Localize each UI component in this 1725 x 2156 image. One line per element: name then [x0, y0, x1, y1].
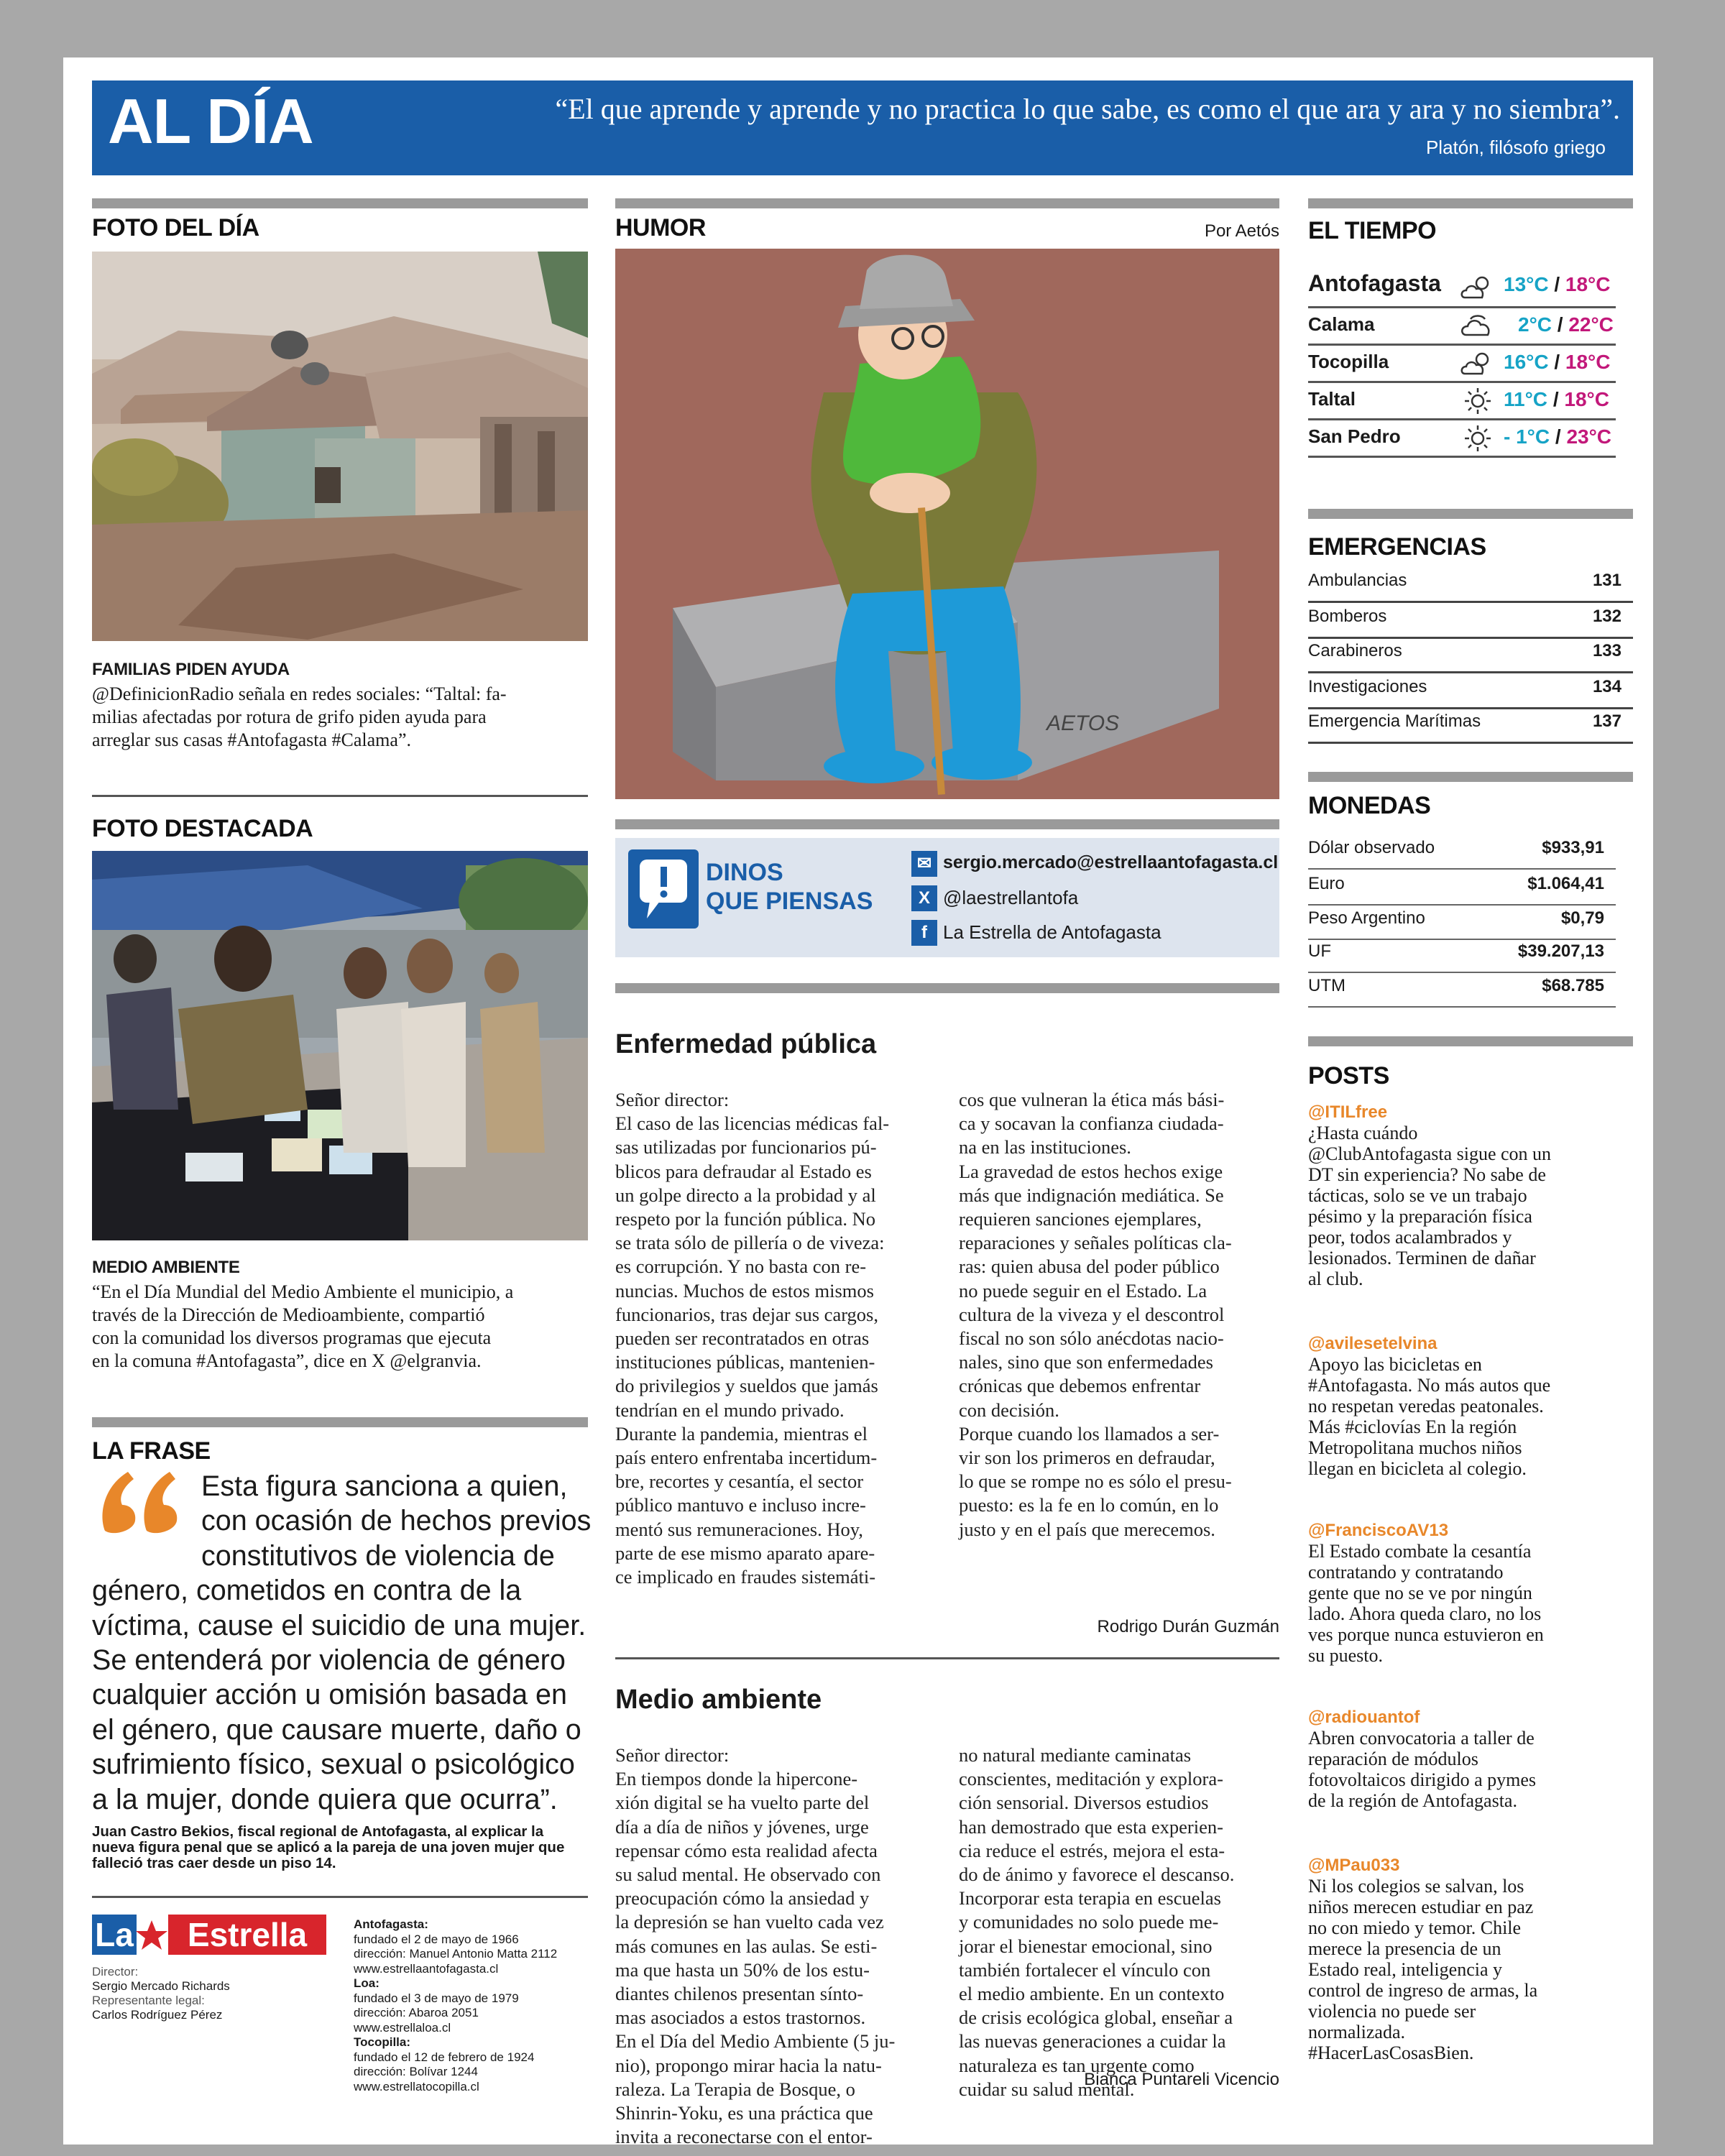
edition-address: dirección: Manuel Antonio Matta 2112 [354, 1947, 558, 1961]
masthead-staff [92, 1965, 230, 2022]
text-line: es corrupción. Y no basta con re- [615, 1256, 867, 1278]
column-rule [1308, 772, 1633, 782]
text-line: Incorporar esta terapia en escuelas [959, 1887, 1221, 1909]
text-line: también fortalecer el vínculo con [959, 1958, 1211, 1981]
partly-cloudy-icon [1460, 349, 1494, 378]
cloudy-icon [1460, 312, 1494, 341]
temp-separator: / [1557, 313, 1563, 336]
emergency-label: Ambulancias [1308, 571, 1407, 590]
newspaper-page [63, 57, 1653, 2148]
emergency-number: 134 [1592, 677, 1622, 696]
text-line: ¿Hasta cuándo [1308, 1123, 1418, 1143]
text-line: repensar cómo esta realidad afecta [615, 1839, 878, 1861]
emergency-row [1308, 566, 1633, 603]
text-line: Apoyo las bicicletas en [1308, 1354, 1482, 1375]
text-line: control de ingreso de armas, la [1308, 1980, 1538, 2001]
currency-value: $39.207,13 [1517, 941, 1604, 961]
post-username[interactable]: @MPau033 [1308, 1856, 1400, 1875]
edition-city: Antofagasta: [354, 1917, 428, 1931]
weather-city: Antofagasta [1308, 270, 1441, 296]
weather-row [1308, 266, 1616, 308]
caption-line: en la comuna #Antofagasta”, dice en X @elgranvia. [92, 1350, 482, 1371]
text-line: su puesto. [1308, 1645, 1383, 1666]
header-quote-author: Platón, filósofo griego [1425, 137, 1606, 158]
edition-city: Loa: [354, 1976, 380, 1990]
text-line: no con miedo y temor. Chile [1308, 1917, 1522, 1938]
humor-byline: Por Aetós [1204, 221, 1279, 241]
post-username[interactable]: @radiouantof [1308, 1708, 1420, 1727]
text-line: lado. Ahora queda claro, no los [1308, 1603, 1542, 1624]
contact-email[interactable]: sergio.mercado@estrellaantofagasta.cl [943, 852, 1279, 872]
divider [615, 1657, 1279, 1659]
emergencias-table [1308, 566, 1633, 753]
letter-signature: Rodrigo Durán Guzmán [1097, 1617, 1279, 1636]
emergency-label: Investigaciones [1308, 677, 1427, 696]
post-username[interactable]: @FranciscoAV13 [1308, 1521, 1449, 1540]
letter-signature: Bianca Puntareli Vicencio [1084, 2070, 1279, 2089]
text-line: cultura de la viveza y el descontrol [959, 1303, 1225, 1325]
emergency-row [1308, 673, 1633, 709]
text-line: lesionados. Terminen de dañar [1308, 1248, 1536, 1268]
facebook-icon: f [911, 920, 937, 946]
text-line: reparaciones y señales políticas cla- [959, 1232, 1232, 1254]
temp-min: 16°C [1504, 351, 1549, 373]
text-line: peor, todos acalambrados y [1308, 1227, 1512, 1248]
temp-min: 13°C [1504, 273, 1549, 295]
weather-row [1308, 420, 1616, 458]
emergency-row [1308, 637, 1633, 673]
text-line: invita a reconectarse con el entor- [615, 2126, 873, 2148]
text-line: instituciones públicas, mantenien- [615, 1351, 875, 1373]
star-icon [135, 1919, 168, 1952]
caption-line: arreglar sus casas #Antofagasta #Calama”. [92, 729, 411, 750]
text-line: vir son los primeros en defraudar, [959, 1447, 1215, 1469]
text-line: nuncias. Muchos de estos mismos [615, 1279, 874, 1302]
speech-bubble-icon [628, 849, 699, 929]
dinos-title-line: QUE PIENSAS [706, 888, 873, 915]
sunny-icon [1463, 424, 1492, 453]
legal-name: Carlos Rodríguez Pérez [92, 2008, 223, 2022]
text-line: do de ánimo y favorece el descanso. [959, 1864, 1235, 1886]
text-line: Ni los colegios se salvan, los [1308, 1876, 1524, 1897]
attribution-line: Juan Castro Bekios, fiscal regional de Antofagasta, al explicar la [92, 1823, 544, 1840]
post-text [1308, 1123, 1610, 1289]
attribution-line: falleció tras caer desde un piso 14. [92, 1855, 336, 1871]
text-line: público mantuvo e incluso incre- [615, 1494, 866, 1516]
text-line: con decisión. [959, 1399, 1059, 1421]
text-line: Abren convocatoria a taller de [1308, 1728, 1535, 1749]
weather-temps [1504, 273, 1610, 296]
text-line: funcionarios, tras dejar sus cargos, [615, 1303, 878, 1325]
emergency-number: 137 [1592, 711, 1622, 731]
text-line: pésimo y la preparación física [1308, 1206, 1532, 1227]
dinos-box [615, 838, 1279, 957]
text-line: un golpe directo a la probidad y al [615, 1184, 876, 1206]
text-line: violencia no puede ser [1308, 2001, 1476, 2022]
header-quote: “El que aprende y aprende y no practica lo que sabe, es como el que ara y ara y no siembra”. [555, 93, 1620, 125]
text-line: Durante la pandemia, mientras el [615, 1422, 868, 1445]
currency-row [1308, 870, 1616, 906]
text-line: su salud mental. He observado con [615, 1864, 881, 1886]
text-line: Porque cuando los llamados a ser- [959, 1422, 1220, 1445]
emergency-number: 131 [1592, 571, 1622, 590]
text-line: jorar el bienestar emocional, sino [959, 1935, 1213, 1957]
column-rule [92, 198, 588, 208]
contact-x[interactable]: @laestrellantofa [943, 887, 1079, 908]
currency-row [1308, 834, 1616, 870]
text-line: sas utilizadas por funcionarios pú- [615, 1136, 877, 1158]
post-text [1308, 1354, 1610, 1479]
caption-line: con la comunidad los diversos programas que ejecuta [92, 1327, 492, 1348]
text-line: justo y en el país que merecemos. [959, 1518, 1215, 1540]
text-line: ma que hasta un 50% de los estu- [615, 1958, 870, 1981]
cartoon-signature: AETOS [1046, 711, 1120, 735]
weather-city: Taltal [1308, 388, 1356, 410]
temp-min: - 1°C [1504, 425, 1550, 448]
text-line: gente que no se ve por ningún [1308, 1583, 1532, 1603]
emergency-label: Bomberos [1308, 607, 1387, 626]
post-text [1308, 1876, 1610, 2063]
text-line: pueden ser recontratados en otras [615, 1327, 870, 1350]
dinos-title [706, 858, 873, 916]
emergency-number: 133 [1592, 641, 1622, 660]
temp-min: 11°C [1504, 388, 1548, 410]
text-line: Shinrin-Yoku, es una práctica que [615, 2102, 873, 2124]
quote-line: Se entenderá por violencia de género [92, 1644, 566, 1677]
caption-line: través de la Dirección de Medioambiente, compartió [92, 1304, 485, 1325]
text-line: #HacerLasCosasBien. [1308, 2042, 1474, 2063]
foto-destacada-photo [92, 851, 588, 1240]
emergency-label: Emergencia Marítimas [1308, 711, 1481, 731]
divider [92, 795, 588, 797]
text-line: Señor director: [615, 1744, 730, 1766]
text-line: DT sin experiencia? No sabe de [1308, 1164, 1546, 1185]
currency-value: $933,91 [1542, 838, 1604, 857]
text-line: xión digital se ha vuelto parte del [615, 1792, 870, 1814]
weather-row [1308, 308, 1616, 346]
quote-line: sufrimiento físico, sexual o psicológico [92, 1749, 575, 1781]
caption-line: @DefinicionRadio señala en redes sociales: “Taltal: fa- [92, 683, 507, 704]
text-line: al club. [1308, 1268, 1363, 1289]
emergency-number: 132 [1592, 607, 1622, 626]
text-line: normalizada. [1308, 2022, 1405, 2042]
text-line: lo que se rompe no es sólo el presu- [959, 1470, 1232, 1493]
foto-destacada-caption-title: MEDIO AMBIENTE [92, 1258, 240, 1277]
text-line: ves porque nunca estuvieron en [1308, 1624, 1544, 1645]
caption-line: milias afectadas por rotura de grifo piden ayuda para [92, 706, 487, 727]
text-line: ce implicado en fraudes sistemáti- [615, 1566, 876, 1588]
text-line: Señor director: [615, 1089, 730, 1110]
letter-title: Enfermedad pública [615, 1029, 877, 1059]
text-line: de crisis ecológica global, enseñar a [959, 2007, 1233, 2029]
quote-line: cualquier acción u omisión basada en [92, 1679, 567, 1711]
quote-line: el género, que causare muerte, daño o [92, 1713, 581, 1746]
temp-max: 18°C [1564, 388, 1609, 410]
letter-column [615, 1743, 939, 2149]
weather-temps [1518, 313, 1614, 336]
text-line: #Antofagasta. No más autos que [1308, 1375, 1551, 1396]
weather-city: Calama [1308, 313, 1375, 335]
director-name: Sergio Mercado Richards [92, 1979, 230, 1993]
weather-row [1308, 382, 1616, 420]
text-line: ras: quien abusa del poder público [959, 1256, 1220, 1278]
text-line: cia reduce el estrés, mejora el esta- [959, 1839, 1225, 1861]
currency-row [1308, 904, 1616, 940]
logo-la: La [92, 1915, 137, 1955]
text-line: tendrían en el mundo privado. [615, 1399, 845, 1421]
dinos-title-line: DINOS [706, 859, 783, 886]
text-line: se trata sólo de pillería o de viveza: [615, 1232, 885, 1254]
text-line: Metropolitana muchos niños [1308, 1437, 1522, 1458]
post-text [1308, 1541, 1610, 1666]
weather-temps [1504, 351, 1610, 374]
foto-dia-caption [92, 683, 595, 752]
edition-web[interactable]: www.estrellaloa.cl [354, 2020, 451, 2035]
text-line: más comunes en las aulas. Se esti- [615, 1935, 878, 1957]
text-line: país entero enfrentaba incertidum- [615, 1447, 878, 1469]
text-line: nio), propongo mirar hacia la natu- [615, 2054, 882, 2076]
letter-column [615, 1088, 939, 1589]
column-rule [1308, 1036, 1633, 1046]
temp-separator: / [1554, 351, 1560, 373]
attribution-line: nueva figura penal que se aplicó a la pareja de una joven mujer que [92, 1839, 565, 1856]
text-line: las nuevas generaciones a cuidar la [959, 2030, 1226, 2053]
text-line: cuidar su salud mental. [959, 2078, 1135, 2100]
column-rule [92, 1417, 588, 1427]
text-line: fotovoltaicos dirigido a pymes [1308, 1769, 1537, 1790]
quote-line: género, cometidos en contra de la [92, 1575, 522, 1607]
currency-value: $1.064,41 [1527, 874, 1604, 893]
text-line: El caso de las licencias médicas fal- [615, 1112, 890, 1135]
text-line: y comunidades no solo puede me- [959, 1911, 1219, 1933]
text-line: ción sensorial. Diversos estudios [959, 1792, 1209, 1814]
weather-temps [1504, 425, 1611, 448]
temp-max: 22°C [1568, 313, 1614, 336]
section-title: AL DÍA [108, 86, 313, 157]
humor-title: HUMOR [615, 214, 706, 241]
edition-web[interactable]: www.estrellatocopilla.cl [354, 2079, 479, 2093]
email-icon: ✉ [911, 851, 937, 877]
column-rule [1308, 509, 1633, 519]
quote-line: víctima, cause el suicidio de una mujer. [92, 1609, 586, 1641]
la-frase-quote [92, 1469, 595, 1817]
x-icon: X [911, 885, 937, 911]
text-line: do privilegios y sueldos que jamás [615, 1375, 878, 1397]
post-text [1308, 1728, 1610, 1811]
text-line: parte de ese mismo aparato apare- [615, 1542, 875, 1564]
text-line: cos que vulneran la ética más bási- [959, 1089, 1225, 1110]
text-line: no natural mediante caminatas [959, 1744, 1192, 1766]
text-line: puesto: es la fe en lo común, en lo [959, 1494, 1219, 1516]
edition-address: dirección: Abaroa 2051 [354, 2006, 479, 2019]
quote-line: Esta figura sanciona a quien, [201, 1470, 568, 1502]
post-username[interactable]: @avilesetelvina [1308, 1334, 1438, 1353]
weather-table [1308, 266, 1616, 469]
posts-title: POSTS [1308, 1062, 1389, 1089]
letter-title: Medio ambiente [615, 1685, 822, 1715]
text-line: nales, sino que son enfermedades [959, 1351, 1213, 1373]
edition-founded: fundado el 2 de mayo de 1966 [354, 1932, 519, 1946]
edition-founded: fundado el 12 de febrero de 1924 [354, 2050, 535, 2064]
emergency-row [1308, 707, 1633, 744]
temp-separator: / [1552, 388, 1559, 410]
divider [92, 1896, 588, 1898]
text-line: @ClubAntofagasta sigue con un [1308, 1143, 1552, 1164]
emergency-row [1308, 602, 1633, 639]
text-line: conscientes, meditación y explora- [959, 1768, 1223, 1790]
weather-row [1308, 345, 1616, 383]
text-line: Estado real, inteligencia y [1308, 1959, 1503, 1980]
currency-label: UF [1308, 941, 1331, 961]
currency-label: Euro [1308, 874, 1345, 893]
text-line: blicos para defraudar al Estado es [615, 1160, 872, 1182]
caption-line: “En el Día Mundial del Medio Ambiente el municipio, a [92, 1281, 514, 1302]
text-line: El Estado combate la cesantía [1308, 1541, 1532, 1562]
legal-label: Representante legal: [92, 1994, 205, 2007]
quote-line: a la mujer, donde quiera que ocurra”. [92, 1783, 558, 1815]
director-label: Director: [92, 1965, 139, 1978]
foto-destacada-title: FOTO DESTACADA [92, 815, 313, 842]
text-line: el medio ambiente. En un contexto [959, 1983, 1225, 2005]
text-line: fiscal no son sólo anécdotas nacio- [959, 1327, 1224, 1350]
edition-city: Tocopilla: [354, 2035, 411, 2049]
currency-row [1308, 972, 1616, 1008]
column-rule [615, 198, 1279, 208]
humor-cartoon [615, 249, 1279, 799]
partly-cloudy-icon [1460, 273, 1494, 302]
text-line: na en las instituciones. [959, 1136, 1131, 1158]
foto-destacada-caption [92, 1281, 610, 1373]
text-line: naturaleza es tan urgente como [959, 2054, 1195, 2076]
text-line: crónicas que debemos enfrentar [959, 1375, 1201, 1397]
text-line: niños merecen estudiar en paz [1308, 1897, 1534, 1917]
weather-city: San Pedro [1308, 425, 1401, 447]
temp-separator: / [1554, 273, 1560, 295]
contact-facebook[interactable]: La Estrella de Antofagasta [943, 921, 1162, 943]
logo-estrella: Estrella [168, 1915, 326, 1955]
text-line: diantes chilenos presentan sínto- [615, 1983, 864, 2005]
text-line: más que indignación mediática. Se [959, 1184, 1224, 1206]
section-banner [92, 80, 1633, 175]
text-line: raleza. La Terapia de Bosque, o [615, 2078, 855, 2100]
weather-temps [1504, 388, 1609, 411]
text-line: mas asociados a estos trastornos. [615, 2007, 866, 2029]
text-line: reparación de módulos [1308, 1749, 1478, 1769]
text-line: tácticas, solo se ve un trabajo [1308, 1185, 1527, 1206]
letter-column [959, 1743, 1282, 2101]
text-line: merece la presencia de un [1308, 1938, 1501, 1959]
weather-city: Tocopilla [1308, 351, 1389, 372]
monedas-title: MONEDAS [1308, 792, 1431, 819]
currency-row [1308, 937, 1616, 973]
text-line: no puede seguir en el Estado. La [959, 1279, 1208, 1302]
text-line: En el Día del Medio Ambiente (5 ju- [615, 2030, 896, 2053]
text-line: La gravedad de estos hechos exige [959, 1160, 1223, 1182]
weather-title: EL TIEMPO [1308, 217, 1437, 244]
text-line: mentó sus remuneraciones. Hoy, [615, 1518, 863, 1540]
text-line: no respetan veredas peatonales. [1308, 1396, 1544, 1416]
text-line: de la región de Antofagasta. [1308, 1790, 1517, 1811]
foto-dia-title: FOTO DEL DÍA [92, 214, 259, 241]
text-line: bre, recortes y cesantía, el sector [615, 1470, 864, 1493]
text-line: la depresión se han vuelto cada vez [615, 1911, 884, 1933]
column-rule [1308, 198, 1633, 208]
currency-label: UTM [1308, 976, 1346, 995]
temp-separator: / [1555, 425, 1561, 448]
column-rule [615, 819, 1279, 829]
monedas-table [1308, 834, 1633, 1021]
foto-dia-caption-title: FAMILIAS PIDEN AYUDA [92, 660, 290, 679]
currency-label: Peso Argentino [1308, 908, 1425, 928]
sunny-icon [1463, 387, 1492, 415]
post-username[interactable]: @ITILfree [1308, 1102, 1388, 1122]
text-line: día a día de niños y jóvenes, urge [615, 1815, 869, 1838]
letter-column [959, 1088, 1282, 1542]
temp-max: 18°C [1565, 273, 1611, 295]
foto-dia-photo [92, 252, 588, 641]
quote-line: constitutivos de violencia de [201, 1539, 555, 1572]
column-rule [615, 983, 1279, 993]
edition-address: dirección: Bolívar 1244 [354, 2065, 478, 2078]
temp-min: 2°C [1518, 313, 1552, 336]
currency-value: $0,79 [1560, 908, 1604, 928]
edition-founded: fundado el 3 de mayo de 1979 [354, 1991, 519, 2005]
text-line: llegan en bicicleta al colegio. [1308, 1458, 1527, 1479]
currency-label: Dólar observado [1308, 838, 1435, 857]
currency-value: $68.785 [1542, 976, 1604, 995]
text-line: han demostrado que esta experien- [959, 1815, 1223, 1838]
temp-max: 23°C [1566, 425, 1611, 448]
temp-max: 18°C [1565, 351, 1611, 373]
edition-web[interactable]: www.estrellaantofagasta.cl [354, 1961, 499, 1976]
text-line: requieren sanciones ejemplares, [959, 1208, 1202, 1230]
emergencias-title: EMERGENCIAS [1308, 533, 1486, 561]
text-line: respeto por la función pública. No [615, 1208, 876, 1230]
la-frase-attribution [92, 1824, 595, 1871]
text-line: preocupación cómo la ansiedad y [615, 1887, 870, 1909]
text-line: contratando y contratando [1308, 1562, 1504, 1583]
la-estrella-logo [92, 1915, 326, 1955]
masthead-editions [354, 1917, 598, 2094]
text-line: En tiempos donde la hipercone- [615, 1768, 858, 1790]
text-line: Más #ciclovías En la región [1308, 1416, 1517, 1437]
quote-line: con ocasión de hechos previos [201, 1505, 592, 1537]
la-frase-title: LA FRASE [92, 1437, 211, 1465]
text-line: ca y socavan la confianza ciudada- [959, 1112, 1224, 1135]
emergency-label: Carabineros [1308, 641, 1402, 660]
